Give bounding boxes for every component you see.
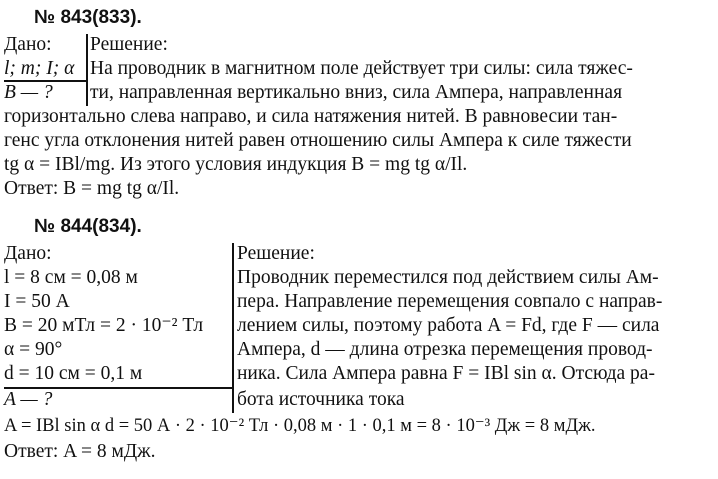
p844-given-5: d = 10 см = 0,1 м	[4, 363, 143, 384]
p844-given-3: B = 20 мТл = 2 · 10⁻² Тл	[4, 315, 204, 336]
p844-line-3: лением силы, поэтому работа A = Fd, где F — сила	[237, 315, 660, 336]
p844-line-6: бота источника тока	[237, 389, 405, 410]
p844-given-4: α = 90°	[4, 339, 63, 360]
p843-find: B — ?	[4, 82, 53, 103]
p843-line-5: tg α = IBl/mg. Из этого условия индукция B = mg tg α/Il.	[4, 154, 468, 175]
p844-given-label: Дано:	[4, 243, 52, 264]
p844-line-5: ника. Сила Ампера равна F = IBl sin α. Отсюда ра-	[237, 363, 655, 384]
p843-given-label: Дано:	[4, 34, 52, 55]
p844-horizontal-rule	[4, 387, 232, 389]
p844-given-2: I = 50 А	[4, 291, 70, 312]
p843-horizontal-rule	[4, 80, 86, 82]
p843-line-4: генс угла отклонения нитей равен отношению силы Ампера к силе тяжести	[4, 130, 632, 151]
p844-vertical-rule	[232, 243, 234, 413]
p843-given-values: l; m; I; α	[4, 58, 75, 79]
p844-formula: A = IBl sin α d = 50 А · 2 · 10⁻² Тл · 0,08 м · 1 · 0,1 м = 8 · 10⁻³ Дж = 8 мДж.	[4, 416, 596, 436]
p844-solution-label: Решение:	[237, 243, 315, 264]
p844-answer: Ответ: A = 8 мДж.	[4, 441, 156, 462]
p844-given-1: l = 8 см = 0,08 м	[4, 267, 138, 288]
p843-vertical-rule	[86, 34, 88, 106]
p844-find: A — ?	[4, 389, 53, 410]
p843-answer: Ответ: B = mg tg α/Il.	[4, 178, 180, 199]
problem-844-number: № 844(834).	[34, 216, 142, 237]
p844-line-4: Ампера, d — длина отрезка перемещения провод-	[237, 339, 653, 360]
p843-solution-label: Решение:	[90, 34, 168, 55]
p844-line-1: Проводник переместился под действием силы Ам-	[237, 267, 659, 288]
problem-843-number: № 843(833).	[34, 7, 142, 28]
p843-line-1: На проводник в магнитном поле действует три силы: сила тяжес-	[90, 58, 633, 79]
p844-line-2: пера. Направление перемещения совпало с направ-	[237, 291, 663, 312]
p843-line-2: ти, направленная вертикально вниз, сила Ампера, направленная	[90, 82, 623, 103]
p843-line-3: горизонтально слева направо, и сила натяжения нитей. В равновесии тан-	[4, 106, 618, 127]
